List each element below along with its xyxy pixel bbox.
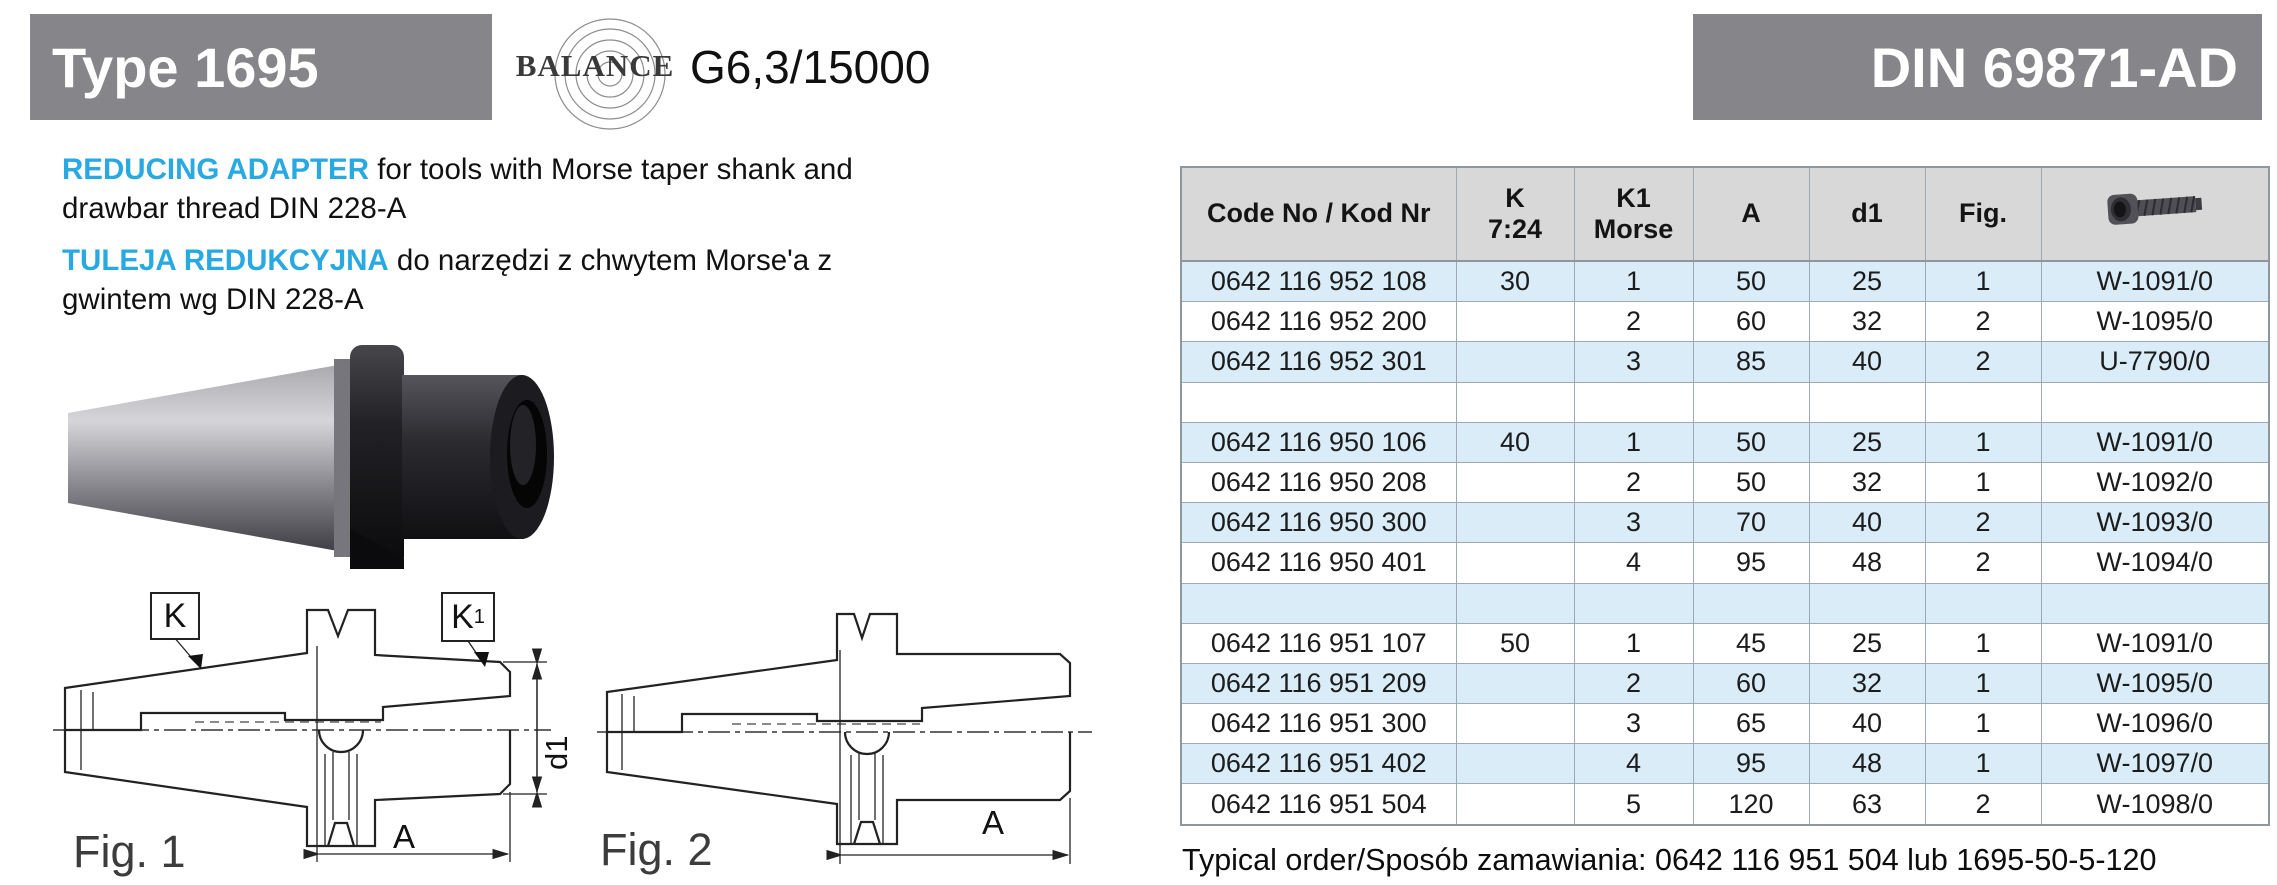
cell-k [1456,302,1574,342]
table-row [1181,744,2269,784]
description-en-highlight: REDUCING ADAPTER [62,153,370,186]
product-photo-image [50,333,560,581]
col-k1-line1: K1 [1616,182,1651,213]
cell-a [1693,583,1809,623]
cell-screw: W-1094/0 [2041,543,2269,583]
table-row [1181,462,2269,502]
cell-d1: 40 [1809,503,1925,543]
cell-screw [2041,583,2269,623]
description-en-text: for tools with Morse taper shank and drawbar thread DIN 228-A [62,153,853,225]
table-row [1181,342,2269,382]
cell-k1 [1574,583,1693,623]
type-title-label: Type 1695 [52,35,319,99]
cell-fig: 2 [1925,302,2041,342]
cell-code: 0642 116 951 300 [1181,704,1456,744]
cell-k [1456,342,1574,382]
cell-k1: 4 [1574,543,1693,583]
cell-screw: W-1091/0 [2041,261,2269,302]
description-en [62,150,892,228]
cell-screw: W-1091/0 [2041,623,2269,663]
cell-code [1181,382,1456,422]
cell-fig: 2 [1925,503,2041,543]
table-row [1181,583,2269,623]
cell-code: 0642 116 950 401 [1181,543,1456,583]
cell-fig: 1 [1925,261,2041,302]
cell-k: 50 [1456,623,1574,663]
cell-k1: 1 [1574,261,1693,302]
cell-code [1181,583,1456,623]
cell-d1: 32 [1809,302,1925,342]
figure-1 [45,580,574,880]
cell-a [1693,382,1809,422]
cell-code: 0642 116 952 200 [1181,302,1456,342]
cell-k1: 3 [1574,342,1693,382]
fig2-caption: Fig. 2 [600,824,713,875]
table-row [1181,623,2269,663]
cell-fig: 1 [1925,704,2041,744]
cell-d1: 25 [1809,422,1925,462]
typical-order-note: Typical order/Sposób zamawiania: 0642 116 951 504 lub 1695-50-5-120 [1182,843,2157,877]
cell-code: 0642 116 951 209 [1181,663,1456,703]
cell-k [1456,543,1574,583]
cell-fig: 1 [1925,462,2041,502]
fig1-caption: Fig. 1 [73,826,186,877]
cell-a: 60 [1693,302,1809,342]
dim-K1-text: K [451,597,474,636]
cell-d1: 48 [1809,543,1925,583]
cell-fig: 1 [1925,744,2041,784]
cell-k1: 3 [1574,704,1693,744]
cell-a: 50 [1693,261,1809,302]
din-standard-label: DIN 69871-AD [1870,35,2238,99]
dim-label-K1: K 1 [441,592,495,642]
cell-d1: 25 [1809,623,1925,663]
cell-k1: 2 [1574,302,1693,342]
cell-fig: 1 [1925,623,2041,663]
cell-a: 120 [1693,784,1809,825]
description-pl [62,241,892,319]
col-header-fig: Fig. [1925,167,2041,261]
cell-fig: 1 [1925,422,2041,462]
cell-code: 0642 116 951 402 [1181,744,1456,784]
cell-k1: 2 [1574,663,1693,703]
col-header-k1 [1574,167,1693,261]
cell-a: 50 [1693,422,1809,462]
col-header-a: A [1693,167,1809,261]
cell-screw: W-1091/0 [2041,422,2269,462]
col-header-d1: d1 [1809,167,1925,261]
cell-fig: 2 [1925,342,2041,382]
table-row [1181,663,2269,703]
dim-label-d1: d1 [539,735,574,770]
cell-a: 95 [1693,543,1809,583]
cell-code: 0642 116 951 107 [1181,623,1456,663]
cell-screw: W-1096/0 [2041,704,2269,744]
cell-k: 40 [1456,422,1574,462]
cell-k: 30 [1456,261,1574,302]
spec-table-header [1181,167,2269,261]
cell-k [1456,784,1574,825]
cell-screw: U-7790/0 [2041,342,2269,382]
din-standard-title [1693,14,2262,120]
type-title [30,14,492,120]
cell-k1 [1574,382,1693,422]
cell-a: 50 [1693,462,1809,502]
product-photo [50,333,560,581]
cell-d1: 40 [1809,342,1925,382]
cell-a: 65 [1693,704,1809,744]
cell-fig [1925,382,2041,422]
cell-k [1456,503,1574,543]
cell-d1 [1809,382,1925,422]
cell-k [1456,704,1574,744]
table-row [1181,422,2269,462]
cell-d1: 63 [1809,784,1925,825]
cell-a: 70 [1693,503,1809,543]
cell-code: 0642 116 952 301 [1181,342,1456,382]
cell-d1: 32 [1809,663,1925,703]
description-pl-text: do narzędzi z chwytem Morse'a z gwintem wg DIN 228-A [62,244,833,316]
product-description [62,150,892,332]
cell-k [1456,583,1574,623]
cell-screw: W-1097/0 [2041,744,2269,784]
cell-code: 0642 116 950 106 [1181,422,1456,462]
table-row [1181,784,2269,825]
cell-code: 0642 116 951 504 [1181,784,1456,825]
cell-screw [2041,382,2269,422]
table-body [1181,261,2269,825]
cell-k [1456,663,1574,703]
cell-screw: W-1095/0 [2041,302,2269,342]
cell-k [1456,382,1574,422]
cell-k1: 4 [1574,744,1693,784]
cell-screw: W-1098/0 [2041,784,2269,825]
balance-spec-label: G6,3/15000 [690,41,931,93]
cell-d1: 40 [1809,704,1925,744]
cell-a: 45 [1693,623,1809,663]
cell-screw: W-1093/0 [2041,503,2269,543]
balance-mark [505,10,985,130]
cell-a: 85 [1693,342,1809,382]
cell-k1: 3 [1574,503,1693,543]
cell-screw: W-1095/0 [2041,663,2269,703]
table-row [1181,382,2269,422]
cell-d1 [1809,583,1925,623]
dim-K-text: K [163,596,187,635]
table-row [1181,261,2269,302]
col-k1-line2: Morse [1593,214,1674,244]
dim-label-K [150,592,200,640]
cell-k1: 2 [1574,462,1693,502]
col-k-line2: 7:24 [1487,214,1543,244]
col-k-line1: K [1505,182,1525,213]
table-row [1181,503,2269,543]
cell-code: 0642 116 950 300 [1181,503,1456,543]
figure-2 [592,592,1107,880]
cell-fig: 2 [1925,543,2041,583]
table-row [1181,302,2269,342]
col-header-code: Code No / Kod Nr [1181,167,1456,261]
cell-code: 0642 116 950 208 [1181,462,1456,502]
col-header-screw [2041,167,2269,261]
cell-fig: 1 [1925,663,2041,703]
cell-k [1456,744,1574,784]
cap-screw-icon [2100,189,2210,231]
cell-a: 60 [1693,663,1809,703]
table-row [1181,543,2269,583]
cell-k1: 5 [1574,784,1693,825]
cell-d1: 48 [1809,744,1925,784]
dim-label-A-fig2: A [982,804,1005,841]
cell-d1: 25 [1809,261,1925,302]
balance-brand-label: BALANCE [515,48,675,83]
cell-screw: W-1092/0 [2041,462,2269,502]
description-pl-highlight: TULEJA REDUKCYJNA [62,244,389,277]
cell-d1: 32 [1809,462,1925,502]
cell-k [1456,462,1574,502]
dim-label-A-fig1: A [393,818,416,855]
spec-table [1180,166,2270,826]
cell-fig [1925,583,2041,623]
cell-k1: 1 [1574,623,1693,663]
cell-code: 0642 116 952 108 [1181,261,1456,302]
col-header-k [1456,167,1574,261]
cell-fig: 2 [1925,784,2041,825]
cell-a: 95 [1693,744,1809,784]
table-row [1181,704,2269,744]
cell-k1: 1 [1574,422,1693,462]
